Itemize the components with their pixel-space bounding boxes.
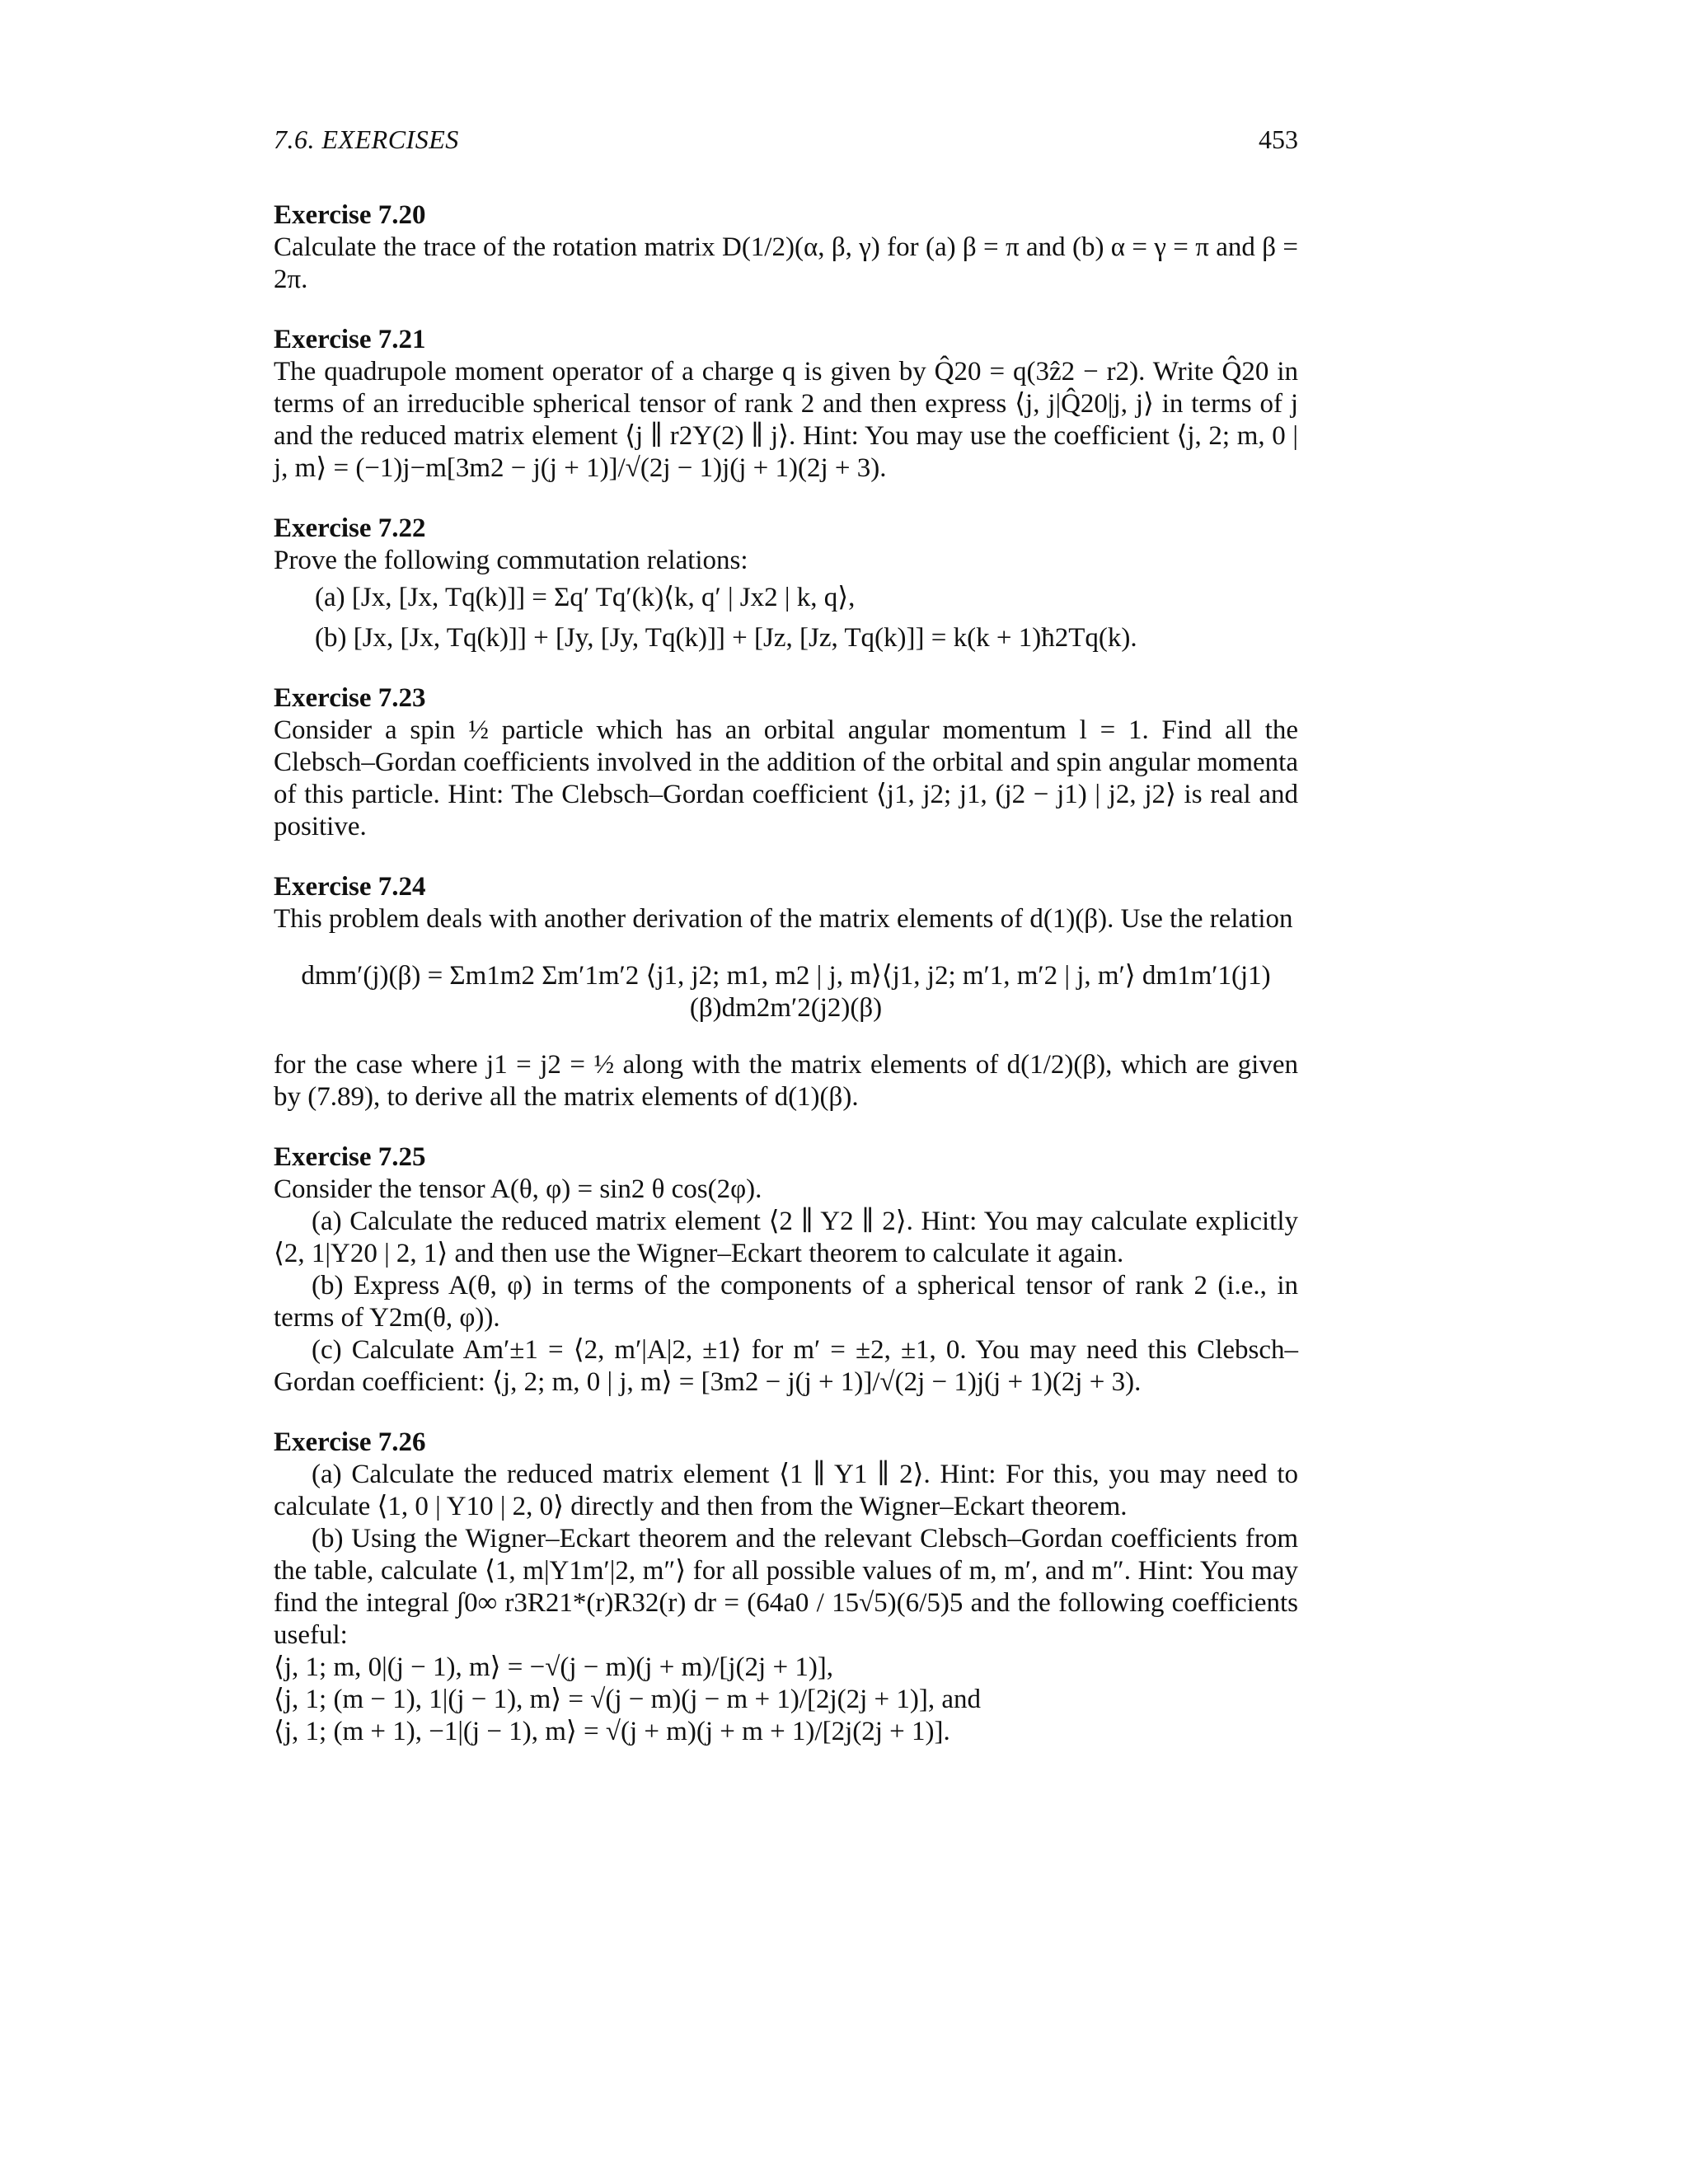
- exercise-7-23: [274, 682, 1298, 843]
- exercise-7-25: [274, 1141, 1298, 1399]
- exercise-7-22: [274, 513, 1298, 654]
- equation-a: (a) [Jx, [Jx, Tq(k)]] = Σq′ Tq′(k)⟨k, q′ | Jx2 | k, q⟩,: [315, 583, 856, 612]
- exercise-title: Exercise 7.21: [274, 325, 426, 354]
- exercise-title: Exercise 7.20: [274, 200, 426, 230]
- exercise-7-24: [274, 871, 1298, 1113]
- exercise-text: [274, 232, 1298, 296]
- exercise-title: Exercise 7.24: [274, 872, 426, 902]
- exercise-7-21: [274, 324, 1298, 485]
- exercise-paragraph: The quadrupole moment operator of a charge q is given by Q̂20 = q(3ẑ2 − r2). Write Q̂20 in terms of an irreducible spherical tensor of rank 2 and then express ⟨j, j|Q̂20|j, j⟩ in terms of j and the reduced matrix element ⟨j ∥ r2Y(2) ∥ j⟩. Hint: You may use the coefficient ⟨j, 2; m, 0 | j, m⟩ = (−1)j−m[3m2 − j(j + 1)]/√(2j − 1)j(j + 1)(2j + 3).: [274, 357, 1298, 483]
- running-header: [274, 124, 1298, 157]
- page-number: 453: [1259, 124, 1298, 154]
- exercise-paragraph: for the case where j1 = j2 = ½ along with the matrix elements of d(1/2)(β), which are given by (7.89), to derive all the matrix elements of d(1)(β).: [274, 1050, 1298, 1112]
- exercise-paragraph: Prove the following commutation relations:: [274, 546, 748, 575]
- exercise-paragraph: Consider a spin ½ particle which has an orbital angular momentum l = 1. Find all the Clebsch–Gordan coefficients involved in the addition of the orbital and spin angular momenta of this particle. Hint: The Clebsch–Gordan coefficient ⟨j1, j2; j1, (j2 − j1) | j2, j2⟩ is real and positive.: [274, 715, 1298, 841]
- coefficient-line: ⟨j, 1; (m − 1), 1|(j − 1), m⟩ = √(j − m)(j − m + 1)/[2j(2j + 1)], and: [274, 1685, 982, 1714]
- exercise-paragraph: Calculate the trace of the rotation matrix D(1/2)(α, β, γ) for (a) β = π and (b) α = γ = π and β = 2π.: [274, 232, 1298, 294]
- coefficient-line: ⟨j, 1; (m + 1), −1|(j − 1), m⟩ = √(j + m)(j + m + 1)/[2j(2j + 1)].: [274, 1717, 950, 1746]
- exercise-part-b: (b) Express A(θ, φ) in terms of the components of a spherical tensor of rank 2 (i.e., in terms of Y2m(θ, φ)).: [274, 1271, 1298, 1333]
- exercise-part-a: (a) Calculate the reduced matrix element ⟨1 ∥ Y1 ∥ 2⟩. Hint: For this, you may need to calculate ⟨1, 0 | Y10 | 2, 0⟩ directly and then from the Wigner–Eckart theorem.: [274, 1460, 1298, 1521]
- exercise-paragraph: This problem deals with another derivation of the matrix elements of d(1)(β). Use the relation: [274, 904, 1293, 934]
- exercise-part-a: (a) Calculate the reduced matrix element ⟨2 ∥ Y2 ∥ 2⟩. Hint: You may calculate explicitly ⟨2, 1|Y20 | 2, 1⟩ and then use the Wigner–Eckart theorem to calculate it again.: [274, 1207, 1298, 1268]
- display-equation: dmm′(j)(β) = Σm1m2 Σm′1m′2 ⟨j1, j2; m1, m2 | j, m⟩⟨j1, j2; m′1, m′2 | j, m′⟩ dm1m′1(j1)(β)dm2m′2(j2)(β): [301, 961, 1271, 1023]
- exercise-part-b: (b) Using the Wigner–Eckart theorem and the relevant Clebsch–Gordan coefficients from the table, calculate ⟨1, m|Y1m′|2, m″⟩ for all possible values of m, m′, and m″. Hint: You may find the integral ∫0∞ r3R21*(r)R32(r) dr = (64a0 / 15√5)(6/5)5 and the following coefficients useful:: [274, 1524, 1298, 1650]
- exercise-title: Exercise 7.25: [274, 1142, 426, 1172]
- exercise-paragraph: Consider the tensor A(θ, φ) = sin2 θ cos(2φ).: [274, 1174, 762, 1204]
- coefficient-line: ⟨j, 1; m, 0|(j − 1), m⟩ = −√(j − m)(j + m)/[j(2j + 1)],: [274, 1652, 834, 1682]
- exercise-7-20: [274, 199, 1298, 296]
- exercise-title: Exercise 7.23: [274, 683, 426, 713]
- section-title: 7.6. EXERCISES: [274, 124, 459, 154]
- exercise-7-26: [274, 1427, 1298, 1748]
- exercise-title: Exercise 7.26: [274, 1427, 426, 1457]
- equation-b: (b) [Jx, [Jx, Tq(k)]] + [Jy, [Jy, Tq(k)]] + [Jz, [Jz, Tq(k)]] = k(k + 1)ħ2Tq(k).: [315, 623, 1137, 653]
- exercise-title: Exercise 7.22: [274, 513, 426, 543]
- page-content: [274, 124, 1298, 1776]
- exercise-part-c: (c) Calculate Am′±1 = ⟨2, m′|A|2, ±1⟩ for m′ = ±2, ±1, 0. You may need this Clebsch–Gordan coefficient: ⟨j, 2; m, 0 | j, m⟩ = [3m2 − j(j + 1)]/√(2j − 1)j(j + 1)(2j + 3).: [274, 1335, 1298, 1397]
